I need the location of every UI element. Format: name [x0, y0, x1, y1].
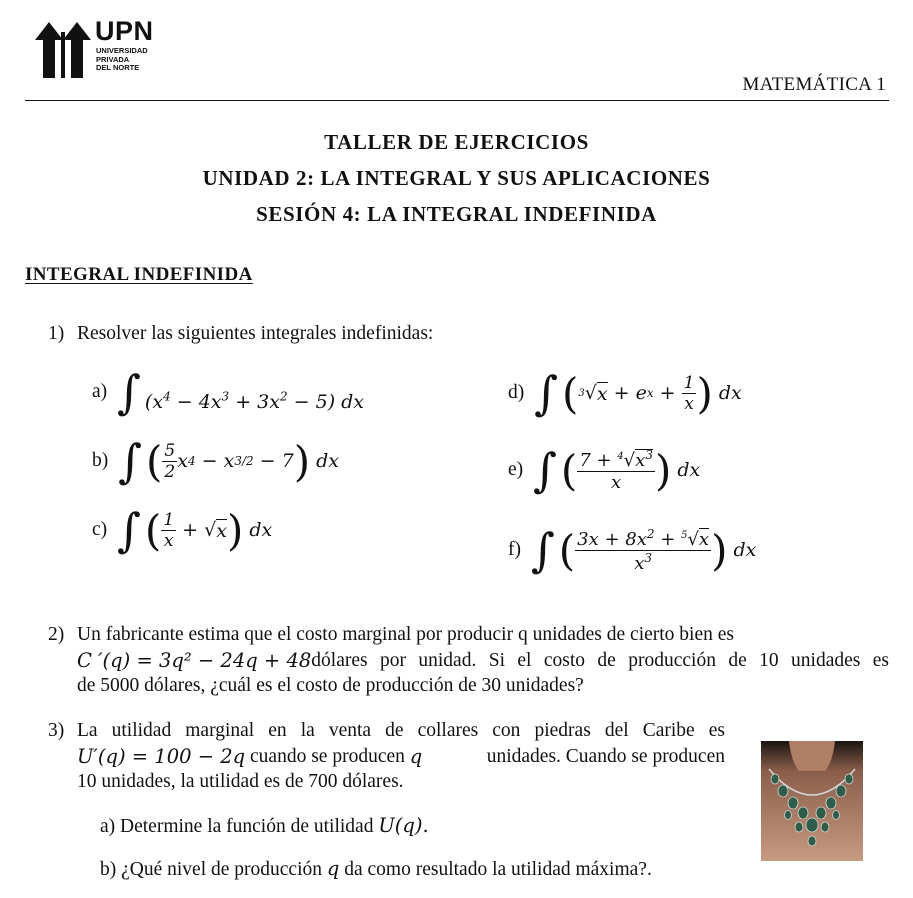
integral-c: c) ∫ ( $\frac{1}{x}$ + √ x ) dx — [92, 503, 273, 557]
unit-title: UNIDAD 2: LA INTEGRAL Y SUS APLICACIONES — [202, 166, 711, 190]
necklace-photo — [761, 741, 863, 861]
problem-3-text: La utilidad marginal en la venta de collares con piedras del Caribe es U′(q) = 100 − 2q cuando se producen q unidades. Cuando se producen 10 unidades, la utilidad es de 700 dólares. — [77, 720, 725, 792]
section-heading: INTEGRAL INDEFINIDA — [25, 264, 253, 285]
course-name: MATEMÁTICA 1 — [742, 74, 886, 95]
problem-1-text: Resolver las siguientes integrales indefinidas: — [77, 323, 434, 344]
integral-d: d) ∫ ( 3 √ x + e x + $\frac{1}{x}$ ) dx — [508, 366, 742, 420]
session-title: SESIÓN 4: LA INTEGRAL INDEFINIDA — [256, 202, 657, 226]
logo-word: UPN — [95, 16, 154, 46]
logo-subtitle: UNIVERSIDAD PRIVADA DEL NORTE — [96, 46, 148, 73]
problem-3b: b) ¿Qué nivel de producción q da como resultado la utilidad máxima?. — [100, 857, 652, 880]
header-rule — [25, 100, 889, 101]
problem-3-number: 3) — [48, 720, 65, 741]
integral-e: e) ∫ ( $\frac{7 + ^4√x^3}{x}$ ) dx — [508, 443, 701, 497]
problem-2-text: Un fabricante estima que el costo marginal por producir q unidades de cierto bien es C ′(q) = 3q² − 24q + 48 dólares por unidad. Si el costo de producción de 10 unidades es de 5000 dólares, ¿cuál es el costo de producción de 30 unidades? — [77, 624, 889, 696]
upn-arrow-logo-icon — [33, 18, 93, 80]
upn-logo — [33, 18, 163, 80]
page-title: TALLER DE EJERCICIOS — [324, 130, 589, 154]
integral-b: b) ∫ ( $\frac{5}{2}$ x 4 − x 3/2 − 7 ) dx — [92, 434, 340, 488]
integral-a: a) ∫ $(x^4 - 4x^3 + 3x^2 - 5)$ dx — [92, 365, 365, 419]
problem-2-number: 2) — [48, 624, 65, 645]
integral-f: f) ∫ ( $\frac{3x + 8x^2 + ^5√x}{x^3}$ ) dx — [508, 523, 757, 577]
problem-1-number: 1) — [48, 323, 65, 344]
problem-3a: a) Determine la función de utilidad U(q). — [100, 814, 429, 837]
